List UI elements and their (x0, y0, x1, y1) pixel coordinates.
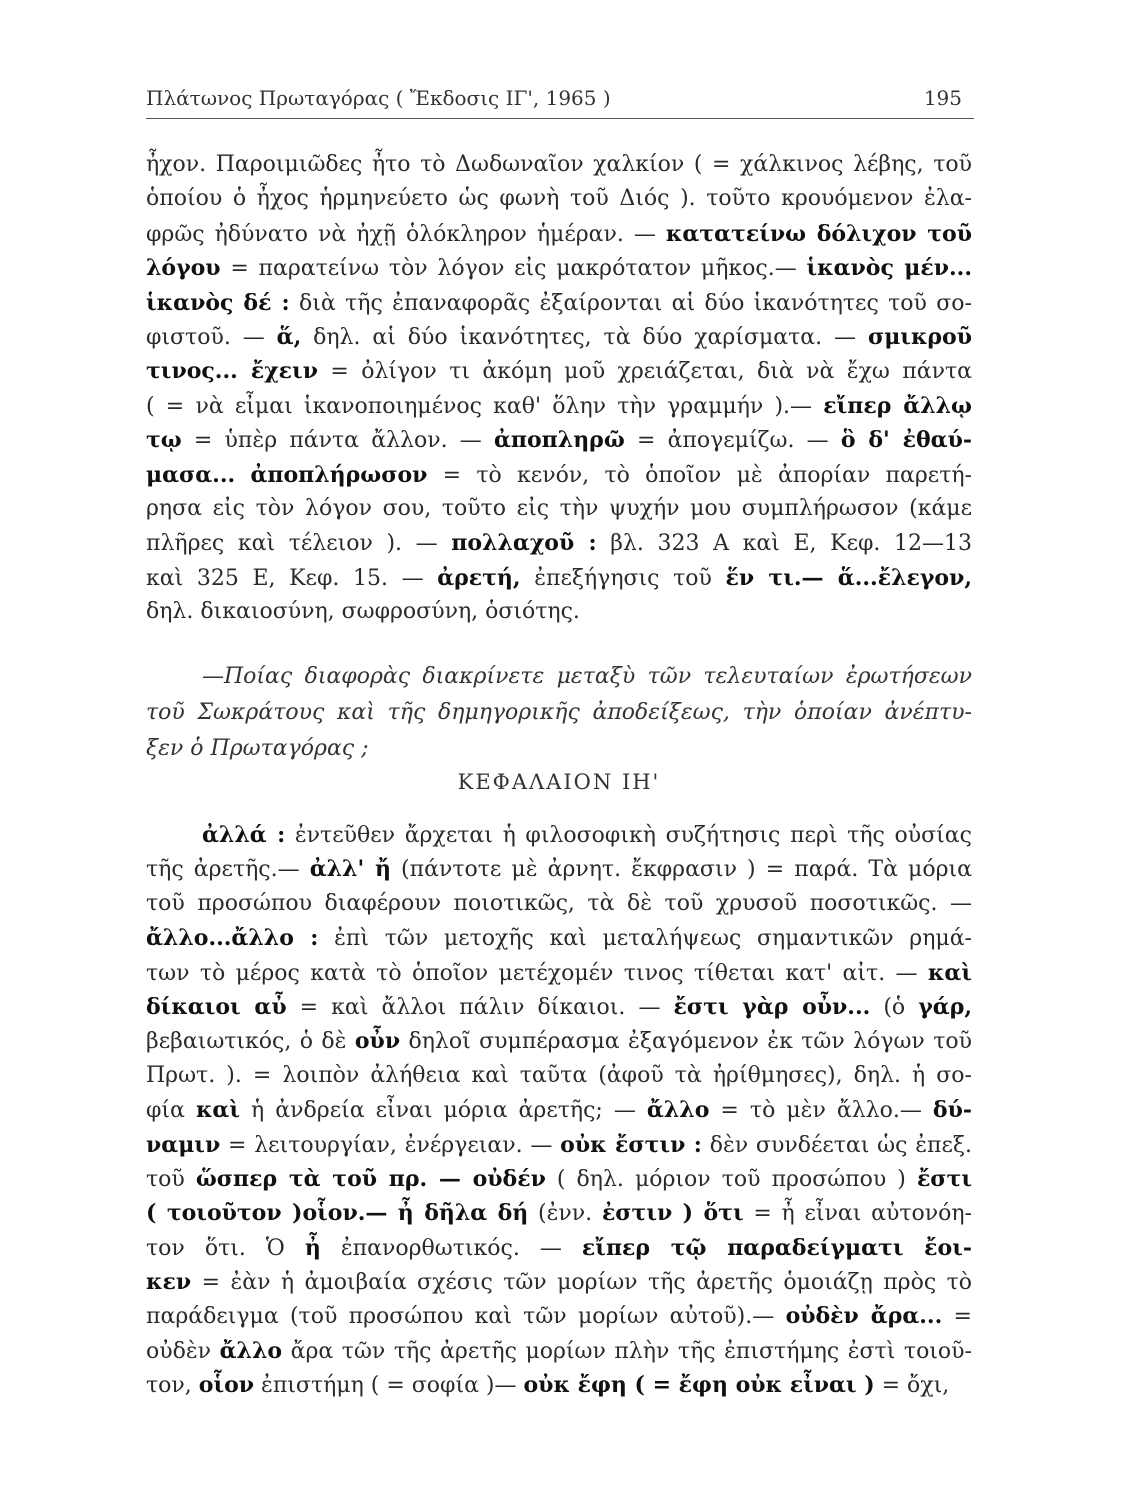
lemma-term: ἀρετή, (437, 564, 521, 591)
text-run: ρησα εἰς τὸν λόγον σου, τοῦτο εἰς τὴν ψυχήν μου συμπλήρωσον (κάμε (146, 495, 972, 521)
text-run: = ὄχι, (874, 1373, 950, 1399)
question-line: ξεν ὁ Πρωταγόρας ; (146, 736, 369, 761)
text-run: δηλοῖ συμπέρασμα ἐξαγόμενον ἐκ τῶν λόγων τοῦ (400, 1029, 972, 1055)
text-run: ( = νὰ εἶμαι ἱκανοποιημένος καθ' ὅλην τὴν γραμμήν ).— (146, 393, 824, 419)
lemma-term: μασα... (146, 461, 236, 488)
text-line (146, 887, 972, 921)
lemma-term: ἀποπλήρωσον (250, 461, 428, 488)
text-run: τον, (146, 1373, 199, 1399)
text-run: τοῦ προσώπου διαφέρουν ποιοτικῶς, τὰ δὲ τοῦ χρυσοῦ ποσοτικῶς. — (146, 890, 972, 916)
text-run: φρῶς ἠδύνατο νὰ ἠχῇ ὁλόκληρον ἡμέραν. — (146, 221, 666, 247)
lemma-term: ἔστι (916, 1165, 972, 1192)
question-line: τοῦ Σωκράτους καὶ τῆς δημηγορικῆς ἀποδείξεως, τὴν ὁποίαν ἀνέπτυ- (146, 700, 972, 725)
header-rule (146, 118, 974, 119)
lemma-term: ἀλλά : (202, 822, 286, 848)
lemma-term: ἀποπληρῶ (493, 427, 625, 454)
question-line: —Ποίας διαφορὰς διακρίνετε μεταξὺ τῶν τελευταίων ἐρωτήσεων (202, 664, 972, 689)
lemma-term: ἅ, (276, 323, 302, 350)
text-line (146, 320, 972, 354)
text-line (146, 251, 972, 285)
text-run: ἐπὶ τῶν μετοχῆς καὶ μεταλήψεως σημαντικῶν ρημά- (318, 926, 972, 952)
text-line (146, 990, 972, 1024)
text-run: (ἐνν. (528, 1201, 602, 1227)
text-run: διὰ τῆς ἐπαναφορᾶς ἐξαίρονται αἱ δύο ἱκανότητες τοῦ σο- (289, 290, 972, 316)
lemma-term: γάρ, (918, 993, 972, 1020)
chapter-heading: ΚΕΦΑΛΑΙΟΝ ΙΗ' (457, 770, 661, 794)
commentary-paragraph-2 (146, 818, 972, 1403)
text-line (146, 182, 972, 216)
text-line (146, 354, 972, 388)
text-line (146, 1231, 972, 1265)
text-line (146, 561, 972, 595)
text-run: των τὸ μέρος κατὰ τὸ ὁποῖον μετέχομέν τινος τίθεται κατ' αἰτ. — (146, 960, 928, 986)
text-run: Πρωτ. ). = λοιπὸν ἀλήθεια καὶ ταῦτα (ἀφοῦ τὰ ἠρίθμησες), δηλ. ἡ σο- (146, 1062, 972, 1088)
study-question (146, 660, 972, 768)
text-run: ἐντεῦθεν ἄρχεται ἡ φιλοσοφικὴ συζήτησις περὶ τῆς οὐσίας (285, 823, 972, 848)
text-line (146, 852, 972, 886)
lemma-term: ἕν τι.— ἅ...ἔλεγον, (725, 564, 972, 591)
text-run: = τὸ κενόν, τὸ ὁποῖον μὲ ἀπορίαν παρετή- (427, 462, 972, 488)
text-run: = τὸ μὲν ἄλλο.— (709, 1098, 933, 1124)
text-run: δηλ. αἱ δύο ἱκανότητες, τὰ δύο χαρίσματα. — (301, 324, 868, 350)
lemma-term: δύ- (932, 1097, 972, 1124)
running-header (146, 86, 974, 116)
lemma-term: καὶ (195, 1097, 241, 1124)
lemma-term: ναμιν (146, 1131, 221, 1158)
lemma-term: κατατείνω δόλιχον τοῦ (665, 220, 972, 247)
text-run: φιστοῦ. — (146, 324, 277, 350)
page-number: 195 (923, 86, 962, 110)
lemma-term: δίκαιοι αὖ (146, 993, 287, 1020)
lemma-term: ( τοιοῦτον )οἷον.— ἦ δῆλα δή (146, 1200, 529, 1227)
text-line (146, 595, 972, 629)
text-run: τοῦ (146, 1166, 196, 1192)
text-line (146, 956, 972, 990)
lemma-term: ἱκανὸς μέν... (806, 255, 972, 282)
text-line (146, 818, 972, 852)
text-run: (ὁ (870, 994, 919, 1020)
lemma-term: ὃ δ' ἐθαύ- (840, 427, 973, 454)
lemma-term: οὐδὲν ἄρα... (785, 1303, 943, 1330)
lemma-term: κεν (146, 1269, 192, 1296)
lemma-term: οὖν (354, 1028, 401, 1055)
lemma-term: σμικροῦ (867, 323, 972, 350)
text-line (146, 1368, 972, 1402)
lemma-term: πολλαχοῦ : (451, 530, 597, 557)
text-run: = λειτουργίαν, ἐνέργειαν. — (220, 1132, 561, 1158)
text-run: = ὑπὲρ πάντα ἄλλον. — (181, 428, 494, 454)
text-run: = παρατείνω τὸν λόγον εἰς μακρότατον μῆκος.— (220, 256, 807, 282)
lemma-term: ἄλλο (219, 1337, 283, 1364)
text-line (146, 1128, 972, 1162)
text-run: ἡ ἀνδρεία εἶναι μόρια ἀρετῆς; — (240, 1098, 647, 1124)
lemma-term: ὥσπερ τὰ τοῦ πρ. — οὐδέν (195, 1165, 546, 1192)
text-line (146, 423, 972, 457)
text-line (146, 286, 972, 320)
lemma-term: ἐστιν ) ὅτι (601, 1200, 744, 1227)
text-run: τον ὅτι. Ὁ (146, 1235, 305, 1261)
text-run: ἐπεξήγησις τοῦ (520, 565, 726, 591)
lemma-term: εἴπερ ἄλλῳ (823, 392, 973, 419)
text-line (146, 1299, 972, 1333)
text-line (146, 217, 972, 251)
text-run: (πάντοτε μὲ ἀρνητ. ἔκφρασιν ) = παρά. Τὰ μόρια (390, 857, 972, 883)
text-line (146, 458, 972, 492)
text-run: παράδειγμα (τοῦ προσώπου καὶ τῶν μορίων αὐτοῦ).— (146, 1304, 786, 1330)
text-run: φία (146, 1098, 196, 1124)
text-line (146, 1334, 972, 1368)
text-run: = καὶ ἄλλοι πάλιν δίκαιοι. — (286, 994, 674, 1020)
lemma-term: ἱκανὸς δέ : (146, 289, 290, 316)
lemma-term: τῳ (146, 427, 182, 454)
text-run: δηλ. δικαιοσύνη, σωφροσύνη, ὁσιότης. (146, 599, 580, 625)
lemma-term: εἴπερ τῷ παραδείγματι ἔοι- (581, 1234, 973, 1261)
lemma-term: ἄλλο...ἄλλο : (146, 925, 319, 952)
text-run: δὲν συνδέεται ὡς ἐπεξ. (701, 1132, 972, 1158)
text-line (146, 148, 972, 182)
text-line (146, 526, 972, 560)
text-line (146, 1265, 972, 1299)
lemma-term: ἀλλ' ἤ (309, 856, 391, 883)
lemma-term: λόγου (146, 255, 221, 282)
text-run: πλῆρες καὶ τέλειον ). — (146, 531, 452, 557)
text-run: ἐπιστήμη ( = σοφία )— (254, 1373, 524, 1399)
text-line (146, 389, 972, 423)
lemma-term: καὶ (927, 959, 972, 986)
text-run: βεβαιωτικός, ὁ δὲ (146, 1029, 355, 1055)
text-run: ἦχον. Παροιμιῶδες ἦτο τὸ Δωδωναῖον χαλκίον ( = χάλκινος λέβης, τοῦ (146, 152, 972, 177)
text-run: βλ. 323 Α καὶ Ε, Κεφ. 12—13 (596, 531, 972, 557)
lemma-term: οὐκ ἔφη ( = ἔφη οὐκ εἶναι ) (523, 1372, 875, 1399)
text-run (235, 463, 250, 488)
text-run: = (942, 1304, 972, 1330)
commentary-paragraph-1 (146, 148, 972, 629)
text-run: τῆς ἀρετῆς.— (146, 857, 310, 883)
text-run: = ἀπογεμίζω. — (624, 428, 841, 454)
text-run: = ὀλίγον τι ἀκόμη μοῦ χρειάζεται, διὰ νὰ ἔχω πάντα (317, 359, 972, 385)
header-title: Πλάτωνος Πρωταγόρας ( Ἔκδοσις ΙΓ', 1965 ) (146, 86, 611, 110)
text-run: ( δηλ. μόριον τοῦ προσώπου ) (545, 1166, 917, 1192)
text-run: ὁποίου ὁ ἦχος ἡρμηνεύετο ὡς φωνὴ τοῦ Διός ). τοῦτο κρουόμενον ἐλα- (146, 186, 972, 212)
text-line (146, 921, 972, 955)
text-line (146, 1059, 972, 1093)
lemma-term: οἷον (198, 1372, 255, 1399)
text-run: = ἐὰν ἡ ἀμοιβαία σχέσις τῶν μορίων τῆς ἀρετῆς ὁμοιάζῃ πρὸς τὸ (191, 1270, 972, 1296)
text-line (146, 492, 972, 526)
lemma-term: ἄλλο (646, 1097, 710, 1124)
text-run: = ἦ εἶναι αὐτονόη- (743, 1201, 972, 1227)
text-run: καὶ 325 Ε, Κεφ. 15. — (146, 565, 438, 591)
lemma-term: ἔστι γὰρ οὖν... (673, 993, 871, 1020)
text-line (146, 1024, 972, 1058)
lemma-term: τινος... ἔχειν (146, 358, 318, 385)
text-run: ἐπανορθωτικός. — (320, 1235, 582, 1261)
lemma-term: οὐκ ἔστιν : (560, 1131, 702, 1158)
text-line (146, 1196, 972, 1230)
text-run: οὐδὲν (146, 1338, 220, 1364)
lemma-term: ἦ (304, 1234, 321, 1261)
text-line (146, 1162, 972, 1196)
text-run: ἄρα τῶν τῆς ἀρετῆς μορίων πλὴν τῆς ἐπιστήμης ἐστὶ τοιοῦ- (282, 1338, 972, 1364)
text-line (146, 1093, 972, 1127)
